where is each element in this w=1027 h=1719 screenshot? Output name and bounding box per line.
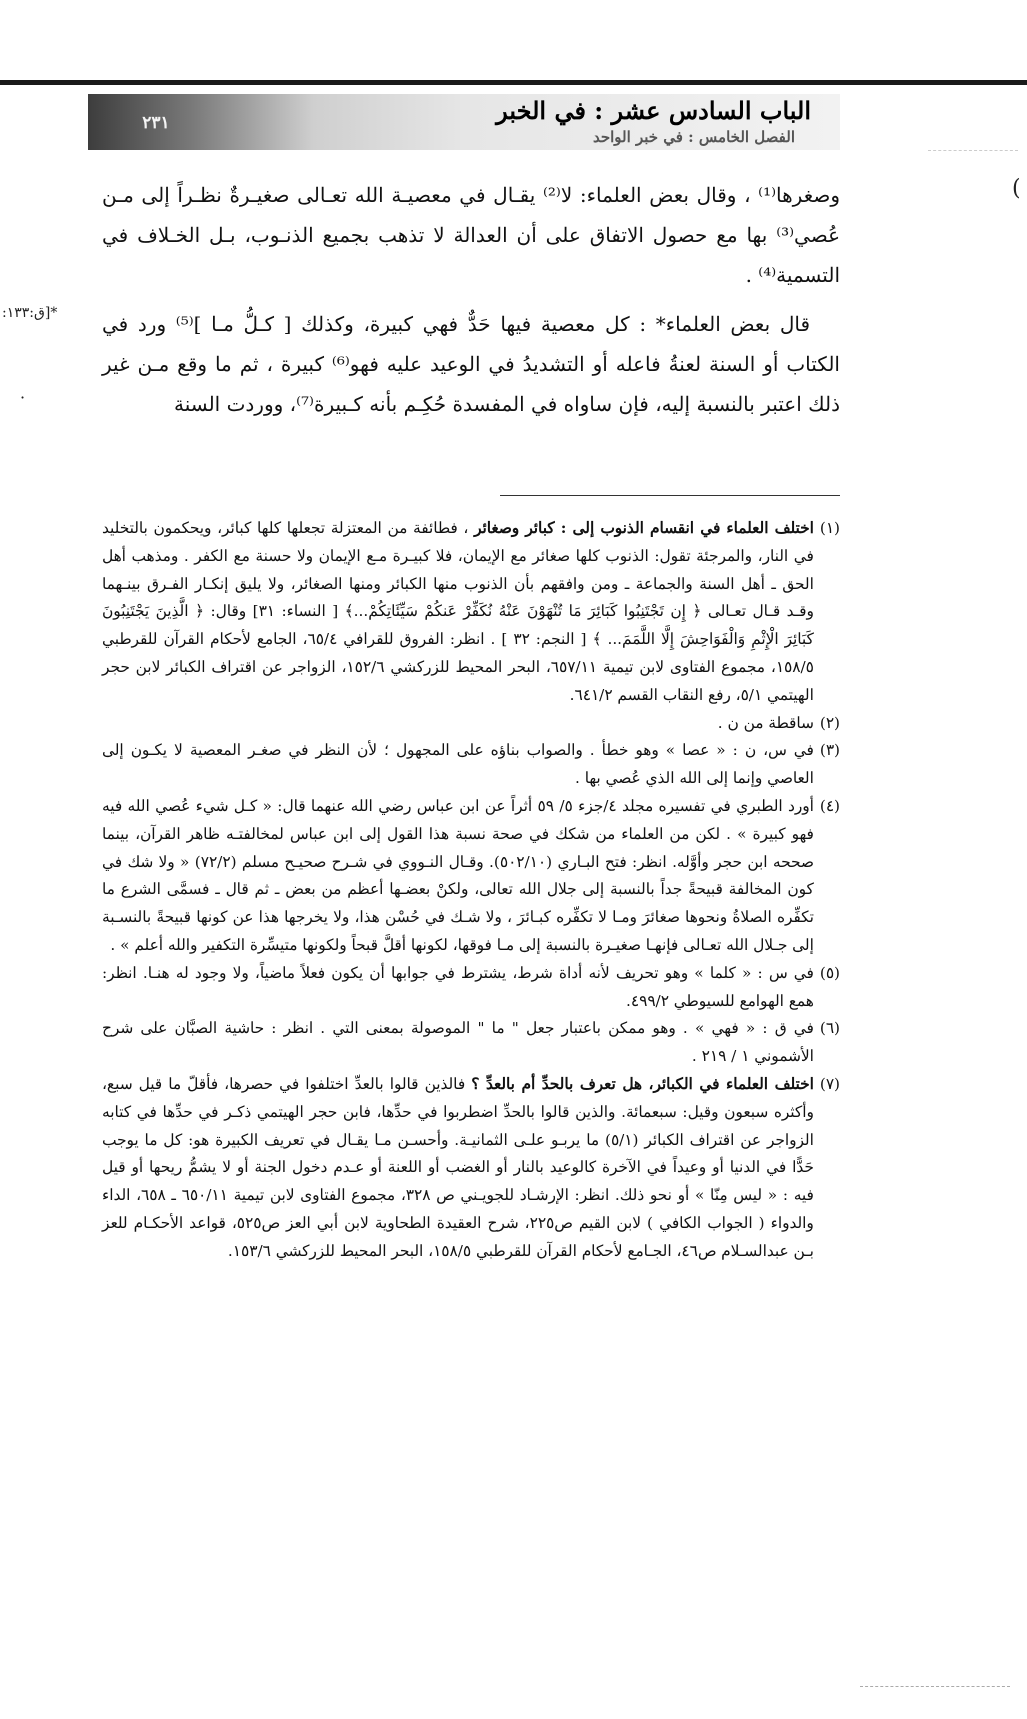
footnote-number: (٦) (819, 1019, 840, 1038)
top-rule (0, 80, 1027, 85)
footnote-number: (٢) (819, 713, 840, 732)
footnote-number: (٣) (819, 741, 840, 760)
footnote-body: في س : « كلما » وهو تحريف لأنه أداة شرط، يشترط في جوابها أن يكون فعلاً ماضياً، ولا وجود له هنـا. انظر: همع الهوامع للسيوطي ٤٩٩/٢. (102, 963, 814, 1010)
page-number: ٢٣١ (142, 113, 170, 133)
footnote (102, 1015, 840, 1071)
footnote-separator (500, 495, 840, 496)
scan-artifact (860, 1686, 1010, 1687)
section-title: الفصل الخامس : في خبر الواحد (592, 128, 795, 146)
footnote (102, 960, 840, 1016)
footnote (102, 737, 840, 793)
footnote-number: (١) (819, 519, 840, 537)
footnote (102, 515, 840, 710)
footnotes (102, 515, 840, 1266)
chapter-title: الباب السادس عشر : في الخبر (496, 96, 811, 125)
footnote-text (102, 710, 814, 738)
footnote (102, 710, 840, 738)
footnote-text (102, 515, 814, 710)
body-paragraph-2: قال بعض العلماء* : كل معصية فيها حَدٌّ فهي كبيرة، وكذلك [ كـلُّ مـا ]⁽⁵⁾ ورد في الكتاب أو السنة لعنةُ فاعله أو التشديدُ في الوعيد عليه فهو⁽⁶⁾ كبيرة ، ثم ما وقع مـن غير ذلك اعتبر بالنسبة إليه، فإن ساواه في المفسدة حُكِـم بأنه كـبيرة⁽⁷⁾، ووردت السنة (102, 312, 840, 416)
footnote (102, 793, 840, 960)
body-paragraph-1: وصغرها⁽¹⁾ ، وقال بعض العلماء: لا⁽²⁾ يقـال في معصيـة الله تعـالى صغيـرةٌ نظـراً إلى مـن عُصي⁽³⁾ بها مع حصول الاتفاق على أن العدالة لا تذهب بجميع الذنـوب، بـل الخـلاف في التسمية⁽⁴⁾ . (102, 183, 840, 287)
footnote-heading: اختلف العلماء في الكبائر، هل تعرف بالحدِّ أم بالعدِّ ؟ (471, 1074, 814, 1093)
scan-artifact (928, 150, 1018, 151)
manuscript-margin-note: *[ق:١٣٣: (2, 305, 58, 321)
margin-bracket-mark: ( (1012, 176, 1021, 201)
footnote-number: (٥) (819, 963, 840, 982)
footnote-body: ، فطائفة من المعتزلة تجعلها كلها كبائر، ويحكمون بالتخليد في النار، والمرجئة تقول: الذنوب كلها صغائر مع الإيمان، فلا كبيـرة مـع الإيمان ولا حسنة مع الكفر . ومذهب أهل الحق ـ أهل السنة والجماعة ـ ومن وافقهم بأن الذنوب منها الكبائر ومنها الصغائر، ولا يليق إنكـار الفـرق بينـهما وقـد قـال تعـالى ﴿ إِن تَجْتَنِبُوا كَبَائِرَ مَا تُنْهَوْنَ عَنْهُ نُكَفِّرْ عَنكُمْ سَيِّئَاتِكُمْ...﴾ [ النساء: ٣١] وقال: ﴿ الَّذِينَ يَجْتَنِبُونَ كَبَائِرَ الْإِثْمِ وَالْفَوَاحِشَ إِلَّا اللَّمَمَ... ﴾ [ النجم: ٣٢ ] . انظر: الفروق للقرافي ٦٥/٤، الجامع لأحكام القرآن للقرطبي ١٥٨/٥، مجموع الفتاوى لابن تيمية ٦٥٧/١١، البحر المحيط للزركشي ١٥٢/٦، الزواجر عن اقتراف الكبائر لابن حجر الهيتمي ٥/١، رفع النقاب القسم ٦٤١/٢. (102, 519, 814, 704)
footnote-body: فالذين قالوا بالعدِّ اختلفوا في حصرها، فأقلّ ما قيل سبع، وأكثره سبعون وقيل: سبعمائة. والذين قالوا بالحدِّ اضطربوا في حدِّها، فابن حجر الهيتمي ذكـر في حدِّها في كتابه الزواجر عن اقتراف الكبائر (٥/١) ما يربـو علـى الثمانيـة. وأحسـن مـا يقـال في تعريف الكبيرة هو: كل ما يوجب حَدًّا في الدنيا أو وعيداً في الآخرة كالوعيد بالنار أو الغضب أو اللعنة أو عـدم دخول الجنة أو لا يشمُّ ريحها أو قيل فيه : « ليس مِنّا » أو نحو ذلك. انظر: الإرشـاد للجويـني ص ٣٢٨، مجموع الفتاوى لابن تيمية ٦٥٠/١١ ـ ٦٥٨، الداء والدواء ( الجواب الكافي ) لابن القيم ص٢٢٥، شرح العقيدة الطحاوية لابن أبي العز ص٥٢٥، قواعد الأحكـام للعز بـن عبدالسـلام ص٤٦، الجـامع لأحكام القرآن للقرطبي ١٥٨/٥، البحر المحيط للزركشي ١٥٣/٦. (102, 1074, 814, 1260)
footnote-text (102, 737, 814, 793)
footnote-text (102, 960, 814, 1016)
footnote-text (102, 1015, 814, 1071)
footnote-body: في ق : « فهي » . وهو ممكن باعتبار جعل " ما " الموصولة بمعنى التي . انظر : حاشية الصبَّان على شرح الأشموني ١ / ٢١٩ . (102, 1019, 814, 1066)
footnote-heading: اختلف العلماء في انقسام الذنوب إلى : كبائر وصغائر (474, 519, 814, 537)
footnote-body: في س، ن : « عصا » وهو خطأ . والصواب بناؤه على المجهول ؛ لأن النظر في صغـر المعصية لا يكـون إلى العاصي وإنما إلى الله الذي عُصي بها . (102, 741, 814, 788)
footnote (102, 1071, 840, 1266)
footnote-text (102, 793, 814, 960)
footnote-text (102, 1071, 814, 1266)
margin-dot-mark: · (20, 388, 26, 407)
footnote-number: (٧) (819, 1074, 840, 1093)
footnote-body: ساقطة من ن . (717, 713, 814, 732)
footnote-body: أورد الطبري في تفسيره مجلد ٤/جزء ٥/ ٥٩ أثراً عن ابن عباس رضي الله عنهما قال: « كـل شيء عُصي الله فيه فهو كبيرة » . لكن من العلماء من شكك في صحة نسبة هذا القول إلى ابن عباس لمخالفتـه ظاهر القرآن، بينما صححه ابن حجر وأوَّله. انظر: فتح البـاري (٥٠٢/١٠). وقـال النـووي في شـرح صحيـح مسلم (٧٢/٢) « ولا شك في كون المخالفة قبيحةً جداً بالنسبة إلى جلال الله تعالى، ولكنْ بعضـها أعظم من بعض ـ ثم قال ـ فسمَّى الشرع ما تكفِّره الصلاةُ ونحوها صغائرَ ومـا لا تكفِّره كبـائرَ ، ولا شـك في حُسْن هذا، ولا يخرجها هذا عن كونها قبيحةً بالنسـبة إلى جـلال الله تعـالى فإنهـا صغيـرة بالنسبة إلى مـا فوقها، لكونها أقلَّ قبحاً ولكونها متيسِّرة التكفير والله أعلم » . (102, 796, 814, 954)
footnote-number: (٤) (819, 796, 840, 815)
